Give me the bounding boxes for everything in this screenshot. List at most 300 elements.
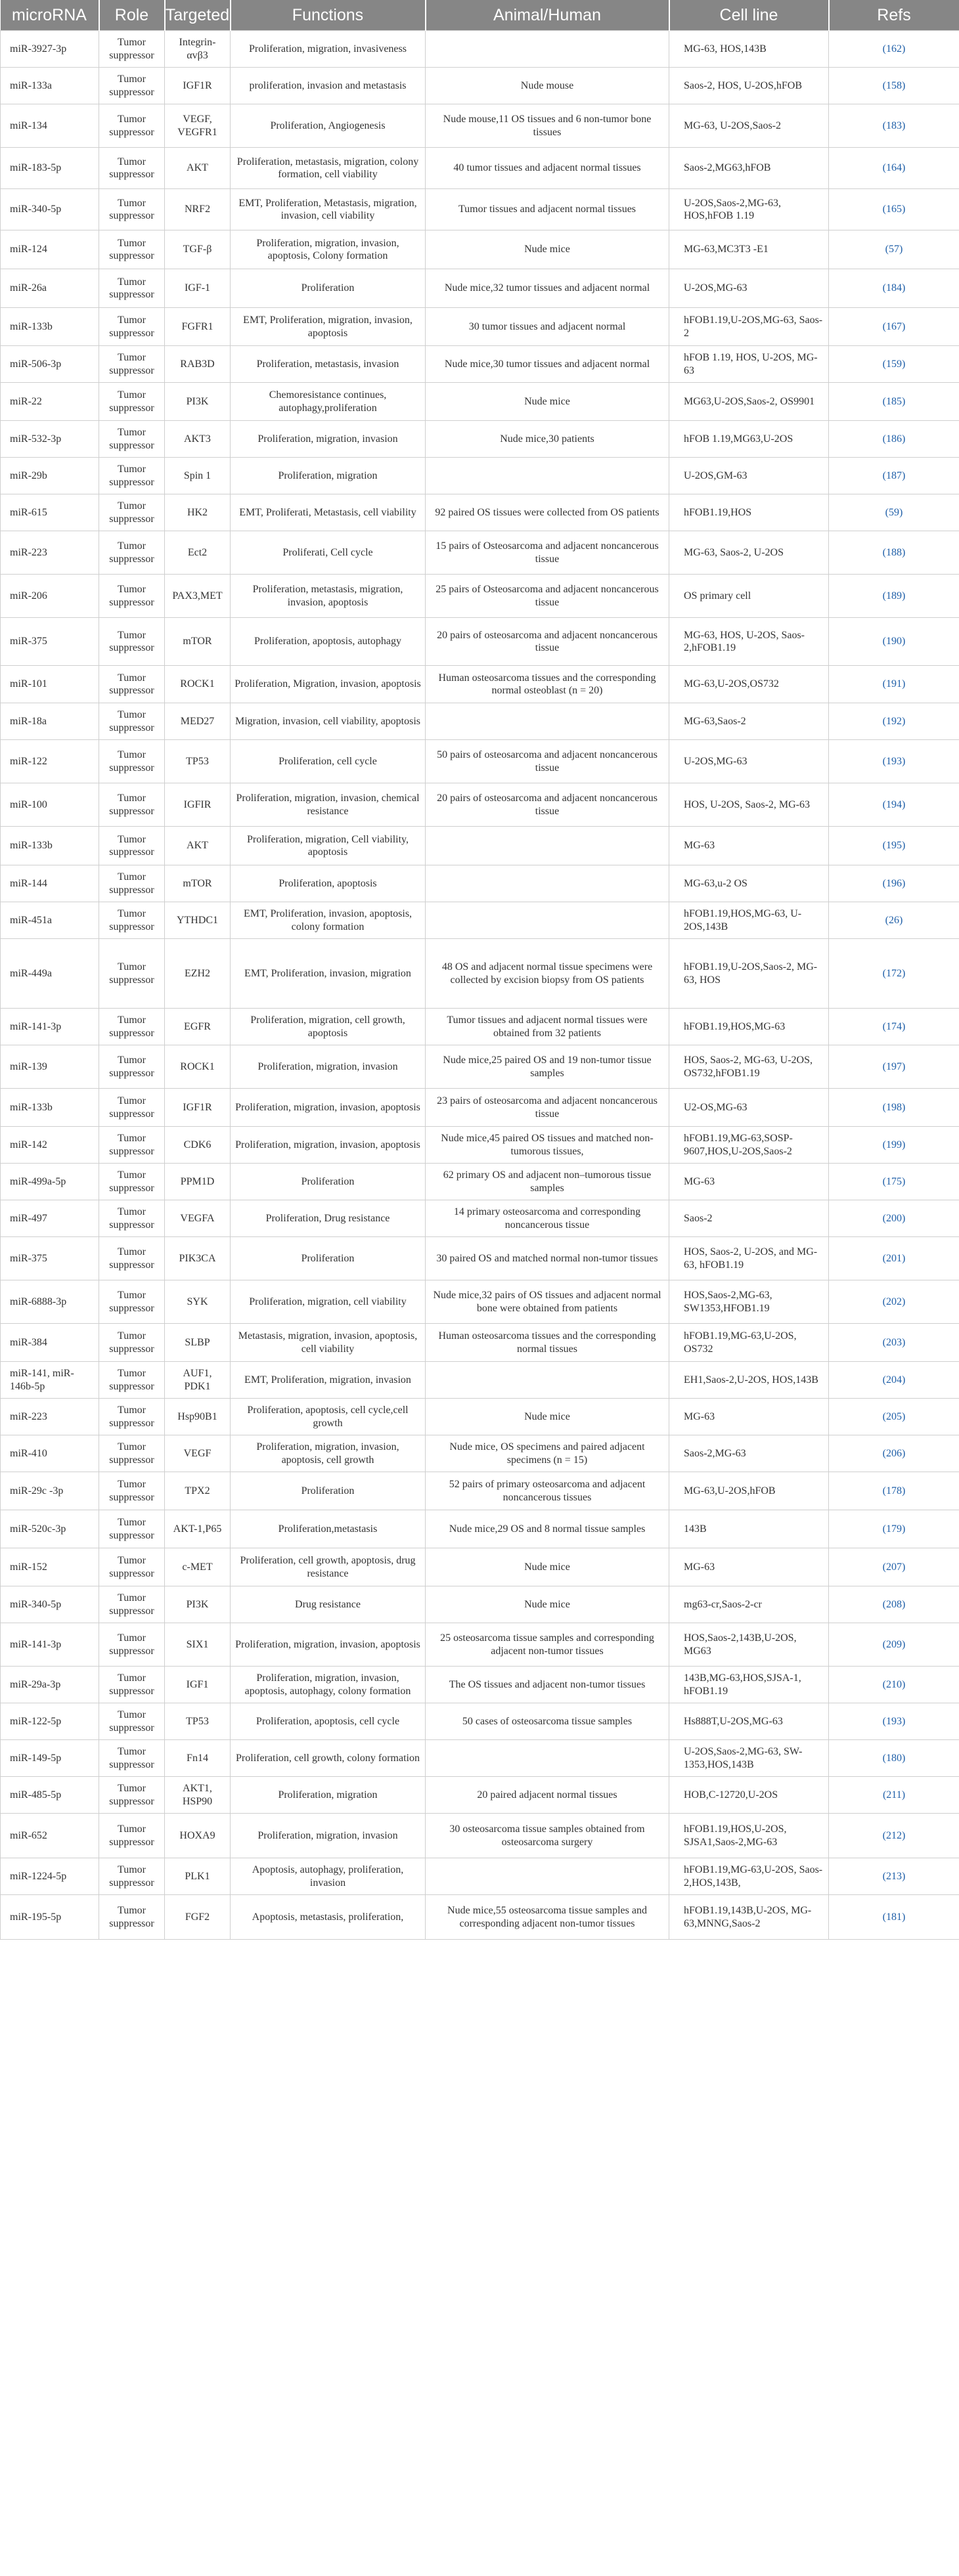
table-row xyxy=(1,1399,959,1435)
table-row xyxy=(1,1009,959,1045)
microrna-cell: miR-223 xyxy=(1,1399,99,1435)
microrna-cell: miR-520c-3p xyxy=(1,1510,99,1548)
animal-human-cell: 30 tumor tissues and adjacent normal xyxy=(426,308,669,346)
functions-cell: EMT, Proliferation, Metastasis, migration, invasion, cell viability xyxy=(231,189,426,230)
cell-line-cell: MG-63, U-2OS,Saos-2 xyxy=(669,104,829,148)
role-cell: Tumor suppressor xyxy=(99,230,165,269)
header-role: Role xyxy=(99,0,165,31)
ref-link[interactable]: (184) xyxy=(829,269,959,308)
table-row xyxy=(1,269,959,308)
targeted-cell: Fn14 xyxy=(165,1740,231,1777)
ref-link[interactable]: (26) xyxy=(829,902,959,939)
cell-line-cell: OS primary cell xyxy=(669,575,829,618)
targeted-cell: AKT3 xyxy=(165,421,231,458)
microrna-cell: miR-497 xyxy=(1,1200,99,1237)
cell-line-cell: hFOB1.19,HOS,U-2OS, SJSA1,Saos-2,MG-63 xyxy=(669,1814,829,1858)
ref-link[interactable]: (57) xyxy=(829,230,959,269)
targeted-cell: VEGF, VEGFR1 xyxy=(165,104,231,148)
role-cell: Tumor suppressor xyxy=(99,1045,165,1089)
role-cell: Tumor suppressor xyxy=(99,104,165,148)
ref-link[interactable]: (159) xyxy=(829,346,959,383)
cell-line-cell: U-2OS,GM-63 xyxy=(669,458,829,494)
animal-human-cell: 52 pairs of primary osteosarcoma and adjacent noncancerous tissues xyxy=(426,1472,669,1510)
animal-human-cell: 25 pairs of Osteosarcoma and adjacent noncancerous tissue xyxy=(426,575,669,618)
role-cell: Tumor suppressor xyxy=(99,618,165,666)
microrna-cell: miR-141, miR-146b-5p xyxy=(1,1362,99,1399)
role-cell: Tumor suppressor xyxy=(99,1586,165,1623)
ref-link[interactable]: (206) xyxy=(829,1435,959,1472)
ref-link[interactable]: (199) xyxy=(829,1127,959,1164)
ref-link[interactable]: (162) xyxy=(829,31,959,68)
cell-line-cell: HOS, Saos-2, U-2OS, and MG-63, hFOB1.19 xyxy=(669,1237,829,1280)
table-row xyxy=(1,1510,959,1548)
targeted-cell: VEGFA xyxy=(165,1200,231,1237)
targeted-cell: IGF1 xyxy=(165,1667,231,1703)
ref-link[interactable]: (195) xyxy=(829,827,959,865)
role-cell: Tumor suppressor xyxy=(99,1895,165,1940)
targeted-cell: HK2 xyxy=(165,494,231,531)
microrna-cell: miR-506-3p xyxy=(1,346,99,383)
functions-cell: Chemoresistance continues, autophagy,proliferation xyxy=(231,383,426,421)
table-row xyxy=(1,1667,959,1703)
microrna-cell: miR-384 xyxy=(1,1324,99,1362)
table-header-row xyxy=(1,0,959,31)
role-cell: Tumor suppressor xyxy=(99,1510,165,1548)
cell-line-cell: hFOB1.19,U-2OS,Saos-2, MG-63, HOS xyxy=(669,939,829,1009)
targeted-cell: AKT1, HSP90 xyxy=(165,1777,231,1814)
functions-cell: Proliferation, migration, invasion, apoptosis, Colony formation xyxy=(231,230,426,269)
header-targeted: Targeted xyxy=(165,0,231,31)
functions-cell: Proliferation, migration, Cell viability, apoptosis xyxy=(231,827,426,865)
cell-line-cell: U-2OS,Saos-2,MG-63, HOS,hFOB 1.19 xyxy=(669,189,829,230)
animal-human-cell: Nude mice,32 pairs of OS tissues and adjacent normal bone were obtained from patients xyxy=(426,1280,669,1324)
functions-cell: EMT, Proliferation, migration, invasion, apoptosis xyxy=(231,308,426,346)
role-cell: Tumor suppressor xyxy=(99,666,165,703)
targeted-cell: PI3K xyxy=(165,1586,231,1623)
ref-link[interactable]: (191) xyxy=(829,666,959,703)
ref-link[interactable]: (175) xyxy=(829,1164,959,1200)
animal-human-cell: 25 osteosarcoma tissue samples and corresponding adjacent non-tumor tissues xyxy=(426,1623,669,1667)
ref-link[interactable]: (174) xyxy=(829,1009,959,1045)
role-cell: Tumor suppressor xyxy=(99,458,165,494)
ref-link[interactable]: (200) xyxy=(829,1200,959,1237)
role-cell: Tumor suppressor xyxy=(99,1703,165,1740)
cell-line-cell: EH1,Saos-2,U-2OS, HOS,143B xyxy=(669,1362,829,1399)
ref-link[interactable]: (167) xyxy=(829,308,959,346)
ref-link[interactable]: (180) xyxy=(829,1740,959,1777)
functions-cell: Proliferation,metastasis xyxy=(231,1510,426,1548)
role-cell: Tumor suppressor xyxy=(99,148,165,189)
microrna-cell: miR-101 xyxy=(1,666,99,703)
ref-link[interactable]: (193) xyxy=(829,1703,959,1740)
role-cell: Tumor suppressor xyxy=(99,383,165,421)
animal-human-cell: 14 primary osteosarcoma and corresponding noncancerous tissue xyxy=(426,1200,669,1237)
functions-cell: Proliferation, migration, cell viability xyxy=(231,1280,426,1324)
role-cell: Tumor suppressor xyxy=(99,494,165,531)
functions-cell: EMT, Proliferation, invasion, apoptosis, colony formation xyxy=(231,902,426,939)
role-cell: Tumor suppressor xyxy=(99,1667,165,1703)
cell-line-cell: HOS,Saos-2,MG-63, SW1353,HFOB1.19 xyxy=(669,1280,829,1324)
microrna-cell: miR-615 xyxy=(1,494,99,531)
role-cell: Tumor suppressor xyxy=(99,1089,165,1127)
animal-human-cell: Nude mice,55 osteosarcoma tissue samples and corresponding adjacent non-tumor tissues xyxy=(426,1895,669,1940)
table-row xyxy=(1,703,959,740)
microrna-cell: miR-532-3p xyxy=(1,421,99,458)
header-functions: Functions xyxy=(231,0,426,31)
ref-link[interactable]: (187) xyxy=(829,458,959,494)
ref-link[interactable]: (209) xyxy=(829,1623,959,1667)
cell-line-cell: hFOB1.19,MG-63,U-2OS, Saos-2,HOS,143B, xyxy=(669,1858,829,1895)
ref-link[interactable]: (164) xyxy=(829,148,959,189)
animal-human-cell xyxy=(426,458,669,494)
targeted-cell: HOXA9 xyxy=(165,1814,231,1858)
animal-human-cell xyxy=(426,31,669,68)
targeted-cell: ROCK1 xyxy=(165,1045,231,1089)
cell-line-cell: mg63-cr,Saos-2-cr xyxy=(669,1586,829,1623)
animal-human-cell: 20 pairs of osteosarcoma and adjacent noncancerous tissue xyxy=(426,783,669,827)
cell-line-cell: hFOB1.19,143B,U-2OS, MG-63,MNNG,Saos-2 xyxy=(669,1895,829,1940)
role-cell: Tumor suppressor xyxy=(99,1399,165,1435)
microrna-cell: miR-22 xyxy=(1,383,99,421)
functions-cell: Proliferation xyxy=(231,1237,426,1280)
cell-line-cell: MG-63 xyxy=(669,827,829,865)
table-row xyxy=(1,1777,959,1814)
functions-cell: Proliferation, migration, invasion xyxy=(231,421,426,458)
animal-human-cell: Nude mice xyxy=(426,1586,669,1623)
role-cell: Tumor suppressor xyxy=(99,68,165,104)
microrna-cell: miR-142 xyxy=(1,1127,99,1164)
cell-line-cell: HOS, U-2OS, Saos-2, MG-63 xyxy=(669,783,829,827)
role-cell: Tumor suppressor xyxy=(99,827,165,865)
targeted-cell: PLK1 xyxy=(165,1858,231,1895)
role-cell: Tumor suppressor xyxy=(99,1623,165,1667)
ref-link[interactable]: (172) xyxy=(829,939,959,1009)
table-row xyxy=(1,531,959,575)
ref-link[interactable]: (194) xyxy=(829,783,959,827)
header-animal-human: Animal/Human xyxy=(426,0,669,31)
cell-line-cell: MG-63, HOS,143B xyxy=(669,31,829,68)
ref-link[interactable]: (189) xyxy=(829,575,959,618)
table-row xyxy=(1,902,959,939)
table-row xyxy=(1,1280,959,1324)
ref-link[interactable]: (202) xyxy=(829,1280,959,1324)
table-row xyxy=(1,575,959,618)
ref-link[interactable]: (198) xyxy=(829,1089,959,1127)
microrna-cell: miR-141-3p xyxy=(1,1623,99,1667)
targeted-cell: MED27 xyxy=(165,703,231,740)
animal-human-cell: Human osteosarcoma tissues and the corresponding normal tissues xyxy=(426,1324,669,1362)
targeted-cell: IGF-1 xyxy=(165,269,231,308)
role-cell: Tumor suppressor xyxy=(99,575,165,618)
animal-human-cell: 30 osteosarcoma tissue samples obtained from osteosarcoma surgery xyxy=(426,1814,669,1858)
cell-line-cell: MG63,U-2OS,Saos-2, OS9901 xyxy=(669,383,829,421)
cell-line-cell: U2-OS,MG-63 xyxy=(669,1089,829,1127)
functions-cell: Proliferation, migration, invasion xyxy=(231,1814,426,1858)
table-row xyxy=(1,1895,959,1940)
ref-link[interactable]: (211) xyxy=(829,1777,959,1814)
microrna-cell: miR-183-5p xyxy=(1,148,99,189)
targeted-cell: AKT xyxy=(165,827,231,865)
animal-human-cell: Nude mice,30 tumor tissues and adjacent normal xyxy=(426,346,669,383)
functions-cell: Proliferation, cell growth, apoptosis, drug resistance xyxy=(231,1548,426,1586)
role-cell: Tumor suppressor xyxy=(99,1435,165,1472)
targeted-cell: RAB3D xyxy=(165,346,231,383)
table-row xyxy=(1,230,959,269)
role-cell: Tumor suppressor xyxy=(99,308,165,346)
role-cell: Tumor suppressor xyxy=(99,1472,165,1510)
animal-human-cell: Nude mice,32 tumor tissues and adjacent normal xyxy=(426,269,669,308)
animal-human-cell: Nude mice xyxy=(426,383,669,421)
targeted-cell: Spin 1 xyxy=(165,458,231,494)
animal-human-cell: Nude mouse xyxy=(426,68,669,104)
ref-link[interactable]: (179) xyxy=(829,1510,959,1548)
targeted-cell: mTOR xyxy=(165,618,231,666)
ref-link[interactable]: (188) xyxy=(829,531,959,575)
role-cell: Tumor suppressor xyxy=(99,1858,165,1895)
cell-line-cell: hFOB1.19,HOS xyxy=(669,494,829,531)
ref-link[interactable]: (208) xyxy=(829,1586,959,1623)
functions-cell: Metastasis, migration, invasion, apoptosis, cell viability xyxy=(231,1324,426,1362)
cell-line-cell: HOS,Saos-2,143B,U-2OS, MG63 xyxy=(669,1623,829,1667)
table-row xyxy=(1,189,959,230)
role-cell: Tumor suppressor xyxy=(99,31,165,68)
ref-link[interactable]: (207) xyxy=(829,1548,959,1586)
functions-cell: Proliferation, apoptosis, autophagy xyxy=(231,618,426,666)
microrna-cell: miR-29b xyxy=(1,458,99,494)
role-cell: Tumor suppressor xyxy=(99,1777,165,1814)
microrna-cell: miR-223 xyxy=(1,531,99,575)
table-row xyxy=(1,1814,959,1858)
animal-human-cell: Nude mice xyxy=(426,1399,669,1435)
role-cell: Tumor suppressor xyxy=(99,1237,165,1280)
table-body xyxy=(1,31,959,1940)
functions-cell: Proliferati, Cell cycle xyxy=(231,531,426,575)
table-row xyxy=(1,1164,959,1200)
animal-human-cell: 62 primary OS and adjacent non–tumorous tissue samples xyxy=(426,1164,669,1200)
cell-line-cell: hFOB1.19,MG-63,SOSP-9607,HOS,U-2OS,Saos-2 xyxy=(669,1127,829,1164)
animal-human-cell xyxy=(426,1858,669,1895)
animal-human-cell xyxy=(426,902,669,939)
header-cell-line: Cell line xyxy=(669,0,829,31)
microrna-cell: miR-133b xyxy=(1,827,99,865)
targeted-cell: Integrin-αvβ3 xyxy=(165,31,231,68)
role-cell: Tumor suppressor xyxy=(99,1164,165,1200)
functions-cell: EMT, Proliferati, Metastasis, cell viability xyxy=(231,494,426,531)
cell-line-cell: MG-63,U-2OS,hFOB xyxy=(669,1472,829,1510)
functions-cell: Proliferation, metastasis, invasion xyxy=(231,346,426,383)
ref-link[interactable]: (185) xyxy=(829,383,959,421)
microrna-cell: miR-152 xyxy=(1,1548,99,1586)
targeted-cell: Hsp90B1 xyxy=(165,1399,231,1435)
animal-human-cell: Nude mouse,11 OS tissues and 6 non-tumor bone tissues xyxy=(426,104,669,148)
table-row xyxy=(1,1548,959,1586)
table-row xyxy=(1,346,959,383)
targeted-cell: CDK6 xyxy=(165,1127,231,1164)
ref-link[interactable]: (192) xyxy=(829,703,959,740)
ref-link[interactable]: (210) xyxy=(829,1667,959,1703)
table-row xyxy=(1,68,959,104)
role-cell: Tumor suppressor xyxy=(99,1200,165,1237)
microrna-cell: miR-149-5p xyxy=(1,1740,99,1777)
cell-line-cell: Saos-2, HOS, U-2OS,hFOB xyxy=(669,68,829,104)
ref-link[interactable]: (165) xyxy=(829,189,959,230)
cell-line-cell: MG-63,u-2 OS xyxy=(669,865,829,902)
cell-line-cell: U-2OS,MG-63 xyxy=(669,740,829,783)
cell-line-cell: Saos-2,MG-63 xyxy=(669,1435,829,1472)
ref-link[interactable]: (197) xyxy=(829,1045,959,1089)
targeted-cell: ROCK1 xyxy=(165,666,231,703)
targeted-cell: TP53 xyxy=(165,1703,231,1740)
role-cell: Tumor suppressor xyxy=(99,189,165,230)
microrna-cell: miR-122-5p xyxy=(1,1703,99,1740)
functions-cell: Proliferation, apoptosis, cell cycle xyxy=(231,1703,426,1740)
table-row xyxy=(1,865,959,902)
cell-line-cell: Saos-2,MG63,hFOB xyxy=(669,148,829,189)
ref-link[interactable]: (203) xyxy=(829,1324,959,1362)
ref-link[interactable]: (59) xyxy=(829,494,959,531)
table-row xyxy=(1,1472,959,1510)
table-row xyxy=(1,1045,959,1089)
functions-cell: Apoptosis, metastasis, proliferation, xyxy=(231,1895,426,1940)
functions-cell: EMT, Proliferation, invasion, migration xyxy=(231,939,426,1009)
microrna-cell: miR-133b xyxy=(1,1089,99,1127)
cell-line-cell: MG-63,MC3T3 -E1 xyxy=(669,230,829,269)
functions-cell: Proliferation, migration xyxy=(231,458,426,494)
microrna-cell: miR-206 xyxy=(1,575,99,618)
functions-cell: Proliferation xyxy=(231,1164,426,1200)
functions-cell: Proliferation, apoptosis xyxy=(231,865,426,902)
role-cell: Tumor suppressor xyxy=(99,531,165,575)
table-row xyxy=(1,1586,959,1623)
cell-line-cell: MG-63 xyxy=(669,1164,829,1200)
functions-cell: Proliferation, cell growth, colony formation xyxy=(231,1740,426,1777)
ref-link[interactable]: (183) xyxy=(829,104,959,148)
table-row xyxy=(1,1324,959,1362)
animal-human-cell: Nude mice xyxy=(426,230,669,269)
animal-human-cell: 23 pairs of osteosarcoma and adjacent noncancerous tissue xyxy=(426,1089,669,1127)
microrna-cell: miR-26a xyxy=(1,269,99,308)
table-row xyxy=(1,1740,959,1777)
table-row xyxy=(1,1362,959,1399)
table-row xyxy=(1,1237,959,1280)
ref-link[interactable]: (158) xyxy=(829,68,959,104)
cell-line-cell: MG-63, HOS, U-2OS, Saos-2,hFOB1.19 xyxy=(669,618,829,666)
microrna-cell: miR-375 xyxy=(1,1237,99,1280)
targeted-cell: EZH2 xyxy=(165,939,231,1009)
header-refs: Refs xyxy=(829,0,959,31)
animal-human-cell xyxy=(426,703,669,740)
role-cell: Tumor suppressor xyxy=(99,421,165,458)
microrna-cell: miR-451a xyxy=(1,902,99,939)
cell-line-cell: U-2OS,MG-63 xyxy=(669,269,829,308)
targeted-cell: AKT xyxy=(165,148,231,189)
table-row xyxy=(1,783,959,827)
microrna-cell: miR-144 xyxy=(1,865,99,902)
table-row xyxy=(1,1089,959,1127)
animal-human-cell: The OS tissues and adjacent non-tumor tissues xyxy=(426,1667,669,1703)
animal-human-cell: Nude mice xyxy=(426,1548,669,1586)
microrna-cell: miR-375 xyxy=(1,618,99,666)
targeted-cell: c-MET xyxy=(165,1548,231,1586)
ref-link[interactable]: (212) xyxy=(829,1814,959,1858)
functions-cell: Proliferation, migration xyxy=(231,1777,426,1814)
targeted-cell: VEGF xyxy=(165,1435,231,1472)
functions-cell: Proliferation xyxy=(231,269,426,308)
role-cell: Tumor suppressor xyxy=(99,1740,165,1777)
cell-line-cell: MG-63,U-2OS,OS732 xyxy=(669,666,829,703)
cell-line-cell: MG-63 xyxy=(669,1548,829,1586)
table-row xyxy=(1,827,959,865)
targeted-cell: TP53 xyxy=(165,740,231,783)
targeted-cell: FGF2 xyxy=(165,1895,231,1940)
animal-human-cell xyxy=(426,1362,669,1399)
animal-human-cell: Tumor tissues and adjacent normal tissues xyxy=(426,189,669,230)
targeted-cell: SYK xyxy=(165,1280,231,1324)
animal-human-cell: 20 paired adjacent normal tissues xyxy=(426,1777,669,1814)
ref-link[interactable]: (201) xyxy=(829,1237,959,1280)
table-row xyxy=(1,1127,959,1164)
role-cell: Tumor suppressor xyxy=(99,865,165,902)
ref-link[interactable]: (190) xyxy=(829,618,959,666)
ref-link[interactable]: (204) xyxy=(829,1362,959,1399)
role-cell: Tumor suppressor xyxy=(99,1362,165,1399)
ref-link[interactable]: (213) xyxy=(829,1858,959,1895)
functions-cell: Proliferation, migration, invasion, apoptosis xyxy=(231,1623,426,1667)
functions-cell: Proliferation, migration, invasion, chemical resistance xyxy=(231,783,426,827)
targeted-cell: IGF1R xyxy=(165,1089,231,1127)
targeted-cell: Ect2 xyxy=(165,531,231,575)
ref-link[interactable]: (205) xyxy=(829,1399,959,1435)
microrna-cell: miR-133b xyxy=(1,308,99,346)
cell-line-cell: MG-63, Saos-2, U-2OS xyxy=(669,531,829,575)
microrna-cell: miR-6888-3p xyxy=(1,1280,99,1324)
role-cell: Tumor suppressor xyxy=(99,1324,165,1362)
functions-cell: Proliferation, migration, invasion xyxy=(231,1045,426,1089)
ref-link[interactable]: (196) xyxy=(829,865,959,902)
ref-link[interactable]: (181) xyxy=(829,1895,959,1940)
cell-line-cell: HOB,C-12720,U-2OS xyxy=(669,1777,829,1814)
table-row xyxy=(1,740,959,783)
table-row xyxy=(1,383,959,421)
ref-link[interactable]: (186) xyxy=(829,421,959,458)
functions-cell: Migration, invasion, cell viability, apoptosis xyxy=(231,703,426,740)
functions-cell: Proliferation, migration, invasion, apoptosis, autophagy, colony formation xyxy=(231,1667,426,1703)
microrna-cell: miR-3927-3p xyxy=(1,31,99,68)
table-row xyxy=(1,148,959,189)
table-row xyxy=(1,458,959,494)
microrna-cell: miR-485-5p xyxy=(1,1777,99,1814)
ref-link[interactable]: (193) xyxy=(829,740,959,783)
table-row xyxy=(1,421,959,458)
microrna-cell: miR-340-5p xyxy=(1,1586,99,1623)
targeted-cell: FGFR1 xyxy=(165,308,231,346)
animal-human-cell: 50 cases of osteosarcoma tissue samples xyxy=(426,1703,669,1740)
cell-line-cell: hFOB1.19,U-2OS,MG-63, Saos-2 xyxy=(669,308,829,346)
targeted-cell: NRF2 xyxy=(165,189,231,230)
table-row xyxy=(1,618,959,666)
animal-human-cell: 40 tumor tissues and adjacent normal tissues xyxy=(426,148,669,189)
cell-line-cell: hFOB 1.19, HOS, U-2OS, MG-63 xyxy=(669,346,829,383)
targeted-cell: SLBP xyxy=(165,1324,231,1362)
table-row xyxy=(1,1703,959,1740)
microrna-cell: miR-141-3p xyxy=(1,1009,99,1045)
ref-link[interactable]: (178) xyxy=(829,1472,959,1510)
role-cell: Tumor suppressor xyxy=(99,939,165,1009)
functions-cell: Proliferation, metastasis, migration, invasion, apoptosis xyxy=(231,575,426,618)
cell-line-cell: Saos-2 xyxy=(669,1200,829,1237)
microrna-cell: miR-340-5p xyxy=(1,189,99,230)
targeted-cell: YTHDC1 xyxy=(165,902,231,939)
